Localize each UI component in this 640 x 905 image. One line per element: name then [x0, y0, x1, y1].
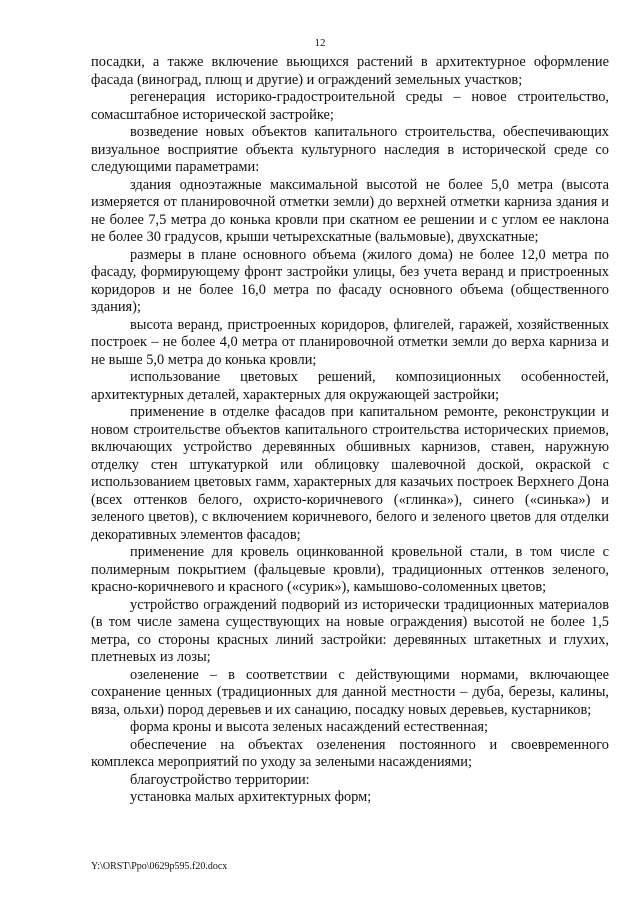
paragraph: размеры в плане основного объема (жилого дома) не более 12,0 метра по фасаду, формирующему фронт застройки улицы, без учета веранд и пристроенных коридоров и не более 16,0 метра по фасаду основного объема (общественного здания); [91, 246, 609, 315]
paragraph: устройство ограждений подворий из исторически традиционных материалов (в том числе замена существующих на новые ограждения) высотой не более 1,5 метра, со стороны красных линий застройки: деревянных штакетных и глухих, плетневых из лозы; [91, 596, 609, 665]
body-text [91, 54, 609, 807]
paragraph: здания одноэтажные максимальной высотой не более 5,0 метра (высота измеряется от планировочной отметки земли) до верхней отметки карниза здания и не более 7,5 метра до конька кровли при скатном ее решении и с углом ее наклона не более 30 градусов, крыши четырехскатные (вальмовые), двухскатные; [91, 176, 609, 245]
paragraph: использование цветовых решений, композиционных особенностей, архитектурных деталей, характерных для окружающей застройки; [91, 369, 609, 403]
paragraph: установка малых архитектурных форм; [130, 789, 372, 805]
footer-file-path: Y:\ORST\Ppo\0629p595.f20.docx [91, 861, 228, 872]
paragraph: высота веранд, пристроенных коридоров, флигелей, гаражей, хозяйственных построек – не более 4,0 метра от планировочной отметки земли до верха карниза и не выше 5,0 метра до конька кровли; [91, 316, 609, 368]
paragraph: применение для кровель оцинкованной кровельной стали, в том числе с полимерным покрытием (фальцевые кровли), традиционных оттенков зеленого, красно-коричневого и красного («сурик»), камышово-соломенных цветов; [91, 544, 609, 595]
page-number: 12 [314, 37, 326, 49]
paragraph: форма кроны и высота зеленых насаждений естественная; [130, 719, 488, 735]
paragraph: регенерация историко-градостроительной среды – новое строительство, сомасштабное исторической застройке; [91, 89, 609, 123]
paragraph: благоустройство территории: [130, 771, 310, 788]
paragraph: озеленение – в соответствии с действующими нормами, включающее сохранение ценных (традиционных для данной местности – дуба, березы, калины, вяза, ольхи) пород деревьев и их санацию, посадку новых деревьев, кустарников; [91, 666, 609, 718]
paragraph: обеспечение на объектах озеленения постоянного и своевременного комплекса мероприятий по уходу за зелеными насаждениями; [91, 736, 609, 770]
paragraph: возведение новых объектов капитального строительства, обеспечивающих визуальное восприятие объекта культурного наследия в исторической среде со следующими параметрами: [91, 124, 609, 175]
paragraph: посадки, а также включение вьющихся растений в архитектурное оформление фасада (виноград, плющ и другие) и ограждений земельных участков; [91, 54, 609, 88]
paragraph: применение в отделке фасадов при капитальном ремонте, реконструкции и новом строительстве объектов капитального строительства исторических приемов, включающих устройство деревянных обшивных карнизов, ставен, наружную отделку стен штукатуркой или облицовку шалевочной доской, окраской с использованием цветовых гамм, характерных для казачьих построек Верхнего Дона (всех оттенков белого, охристо-коричневого («глинка»), синего («синька») и зеленого цветов), с включением коричневого, белого и зеленого цветов для отделки декоративных элементов фасадов; [91, 404, 609, 543]
